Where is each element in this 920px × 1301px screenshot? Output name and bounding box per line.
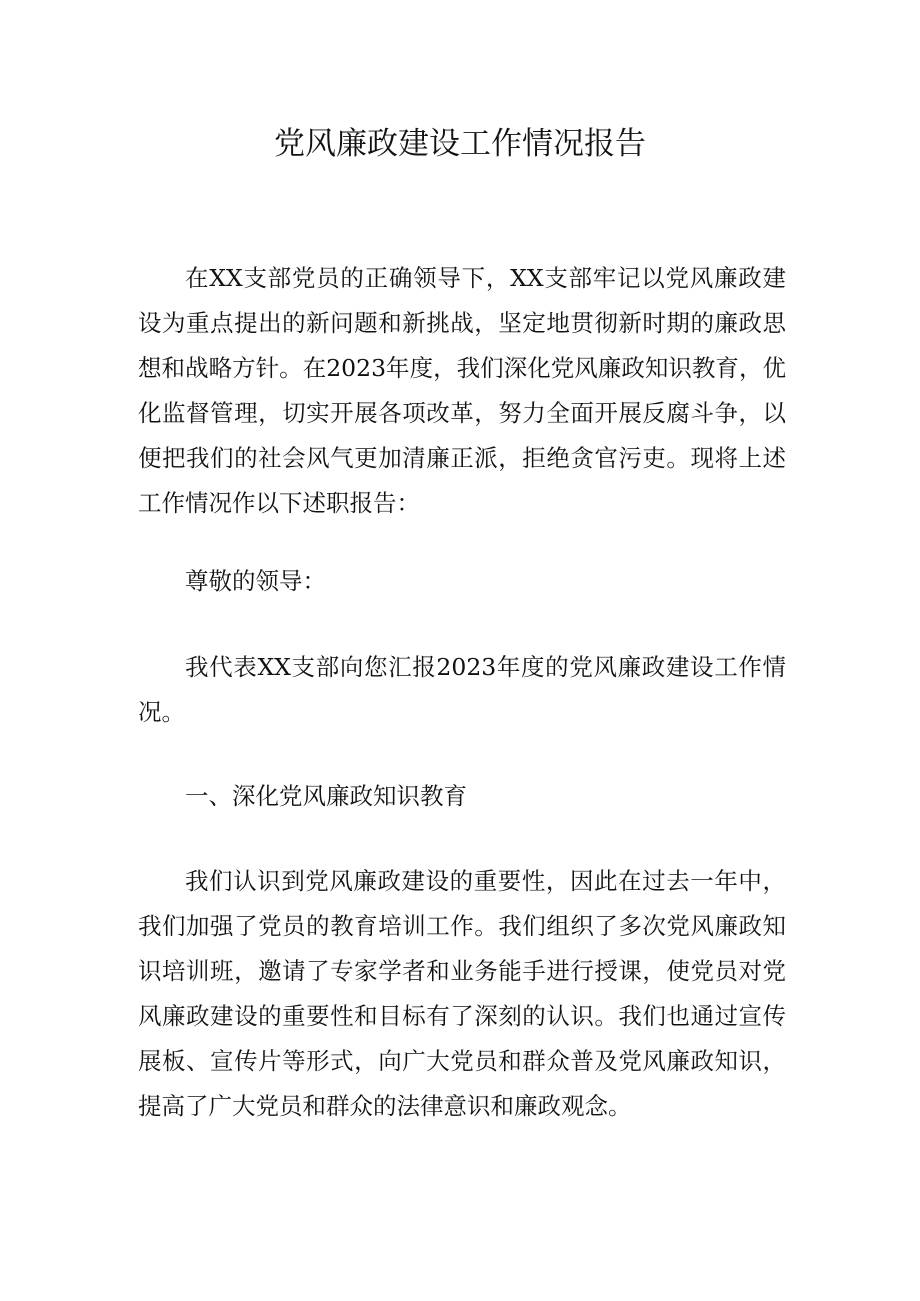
paragraph-section-1-body: 我们认识到党风廉政建设的重要性，因此在过去一年中，我们加强了党员的教育培训工作。我们组织了多次党风廉政知识培训班，邀请了专家学者和业务能手进行授课，使党员对党风廉政建设的重要性和目标有了深刻的认识。我们也通过宣传展板、宣传片等形式，向广大党员和群众普及党风廉政知识，提高了广大党员和群众的法律意识和廉政观念。	[138, 867, 786, 1120]
document-title: 党风廉政建设工作情况报告	[274, 126, 646, 162]
section-heading-1: 一、深化党风廉政知识教育	[185, 782, 467, 810]
paragraph-report-statement: 我代表XX支部向您汇报2023年度的党风廉政建设工作情况。	[138, 653, 786, 726]
paragraph-salutation: 尊敬的领导：	[185, 567, 326, 595]
paragraph-intro: 在XX支部党员的正确领导下，XX支部牢记以党风廉政建设为重点提出的新问题和新挑战，坚定地贯彻新时期的廉政思想和战略方针。在2023年度，我们深化党风廉政知识教育，优化监督管理，切实开展各项改革，努力全面开展反腐斗争，以便把我们的社会风气更加清廉正派，拒绝贪官污吏。现将上述工作情况作以下述职报告：	[138, 264, 786, 517]
